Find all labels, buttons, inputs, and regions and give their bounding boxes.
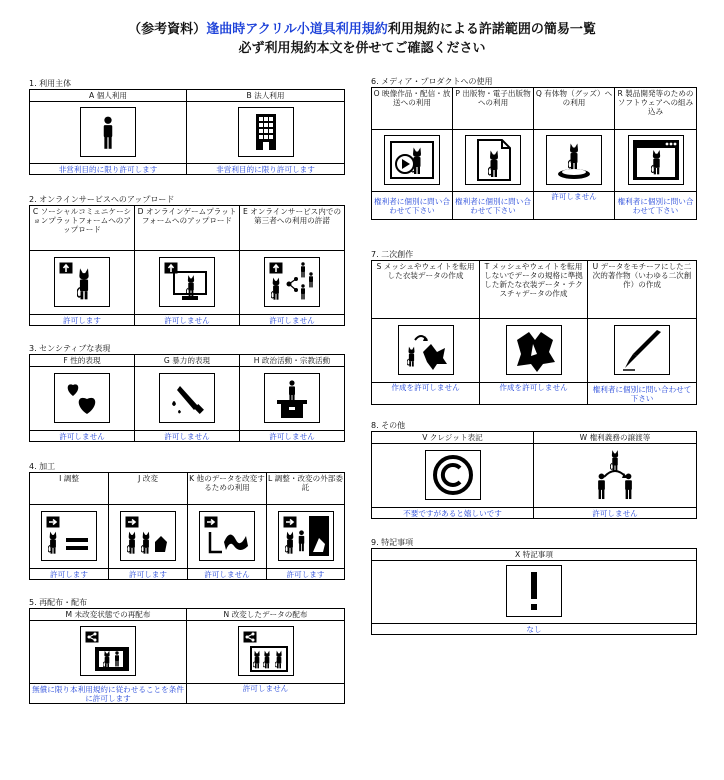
item-label: K 他のデータを改変するための利用 bbox=[188, 473, 267, 505]
item-label: M 未改変状態での再配布 bbox=[30, 609, 187, 621]
item-label: J 改変 bbox=[109, 473, 188, 505]
status-text: 許可しません bbox=[188, 569, 267, 580]
status-text: 許可しません bbox=[30, 431, 135, 442]
item-label: A 個人利用 bbox=[30, 90, 187, 102]
item-label: L 調整・改変の外部委託 bbox=[267, 473, 345, 505]
item-label: O 映像作品・配信・放送への利用 bbox=[372, 88, 453, 130]
building-icon bbox=[238, 107, 294, 157]
title-product-name: 逢曲時アクリル小道具利用規約 bbox=[206, 22, 388, 37]
status-text: 許可します bbox=[267, 569, 345, 580]
section-heading: 2. オンラインサービスへのアップロード bbox=[29, 195, 175, 204]
item-label: C ソーシャルコミュニケーションプラットフォームへのアップロード bbox=[30, 206, 135, 251]
upload-game-icon bbox=[159, 257, 215, 307]
status-text: 許可しません bbox=[534, 508, 697, 519]
mesh-transfer-icon bbox=[398, 325, 454, 375]
distribute-modified-icon bbox=[238, 626, 294, 676]
other-data-icon bbox=[199, 511, 255, 561]
section-online-upload bbox=[29, 194, 345, 326]
section-others bbox=[371, 420, 697, 519]
status-text: 権利者に個別に問い合わせて下さい bbox=[453, 192, 534, 220]
status-text: 許可しません bbox=[240, 431, 345, 442]
item-label: E オンラインサービス内での第三者への利用の許諾 bbox=[240, 206, 345, 251]
item-label: V クレジット表記 bbox=[372, 432, 534, 444]
status-text: 許可します bbox=[30, 315, 135, 326]
section-heading: 9. 特記事項 bbox=[371, 538, 414, 547]
adjust-icon bbox=[41, 511, 97, 561]
exclamation-icon bbox=[506, 565, 562, 617]
status-text: 無償に限り本利用規約に従わせることを条件に許可します bbox=[30, 684, 187, 704]
section-heading: 5. 再配布・配布 bbox=[29, 598, 88, 607]
publication-icon bbox=[465, 135, 521, 185]
status-text: 非営利目的に限り許可します bbox=[30, 164, 187, 175]
status-text: 許可しません bbox=[135, 431, 240, 442]
section-heading: 4. 加工 bbox=[29, 462, 56, 471]
item-label: Q 有体物（グッズ）への利用 bbox=[534, 88, 615, 130]
section-processing bbox=[29, 461, 345, 580]
section-heading: 6. メディア・プロダクトへの使用 bbox=[371, 77, 493, 86]
status-text: 許可しません bbox=[187, 684, 345, 704]
section-heading: 3. センシティブな表現 bbox=[29, 344, 111, 353]
item-label: H 政治活動・宗教活動 bbox=[240, 355, 345, 367]
hearts-icon bbox=[54, 373, 110, 423]
status-text: 権利者に個別に問い合わせて下さい bbox=[615, 192, 697, 220]
section-sensitive-expression bbox=[29, 343, 345, 442]
status-text: 作成を許可しません bbox=[480, 383, 588, 405]
copyright-icon bbox=[425, 450, 481, 500]
item-label: F 性的表現 bbox=[30, 355, 135, 367]
status-text: 作成を許可しません bbox=[372, 383, 480, 405]
upload-cat-icon bbox=[54, 257, 110, 307]
item-label: S メッシュやウェイトを転用した衣装データの作成 bbox=[372, 261, 480, 319]
section-media-product bbox=[371, 76, 697, 220]
section-heading: 1. 利用主体 bbox=[29, 79, 72, 88]
item-label: N 改変したデータの配布 bbox=[187, 609, 345, 621]
item-label: G 暴力的表現 bbox=[135, 355, 240, 367]
person-icon bbox=[80, 107, 136, 157]
status-text: 許可します bbox=[109, 569, 188, 580]
item-label: I 調整 bbox=[30, 473, 109, 505]
item-label: B 法人利用 bbox=[187, 90, 345, 102]
goods-icon bbox=[546, 135, 602, 185]
redistribute-icon bbox=[80, 626, 136, 676]
outsource-icon bbox=[278, 511, 334, 561]
status-text: なし bbox=[372, 624, 697, 635]
item-label: D オンラインゲームプラットフォームへのアップロード bbox=[135, 206, 240, 251]
share-third-party-icon bbox=[264, 257, 320, 307]
status-text: 許可します bbox=[30, 569, 109, 580]
podium-icon bbox=[264, 373, 320, 423]
section-redistribution bbox=[29, 597, 345, 704]
software-icon bbox=[628, 135, 684, 185]
status-text: 不要ですがあると嬉しいです bbox=[372, 508, 534, 519]
item-label: P 出版物・電子出版物への利用 bbox=[453, 88, 534, 130]
video-icon bbox=[384, 135, 440, 185]
status-text: 許可しません bbox=[240, 315, 345, 326]
status-text: 権利者に個別に問い合わせて下さい bbox=[588, 383, 697, 405]
item-label: X 特記事項 bbox=[372, 549, 697, 561]
modify-icon bbox=[120, 511, 176, 561]
transfer-rights-icon bbox=[588, 449, 642, 503]
page-subtitle: 必ず利用規約本文を併せてご確認ください bbox=[238, 41, 486, 56]
title-prefix: （参考資料） bbox=[128, 22, 207, 37]
section-usage-subject bbox=[29, 78, 345, 175]
section-heading: 8. その他 bbox=[371, 421, 406, 430]
item-label: R 製品開発等のためのソフトウェアへの組み込み bbox=[615, 88, 697, 130]
pen-icon bbox=[614, 325, 670, 375]
item-label: W 権利義務の譲渡等 bbox=[534, 432, 697, 444]
status-text: 許可しません bbox=[534, 192, 615, 220]
title-suffix: 利用規約による許諾範囲の簡易一覧 bbox=[387, 22, 596, 37]
item-label: U データをモチーフにした二次的著作物（いわゆる二次創作）の作成 bbox=[588, 261, 697, 319]
section-heading: 7. 二次創作 bbox=[371, 250, 414, 259]
new-costume-icon bbox=[506, 325, 562, 375]
item-label: T メッシュやウェイトを転用しないでデータの規格に準拠した新たな衣装データ・テクスチャデータの作成 bbox=[480, 261, 588, 319]
section-derivative-works bbox=[371, 249, 697, 405]
status-text: 許可しません bbox=[135, 315, 240, 326]
status-text: 権利者に個別に問い合わせて下さい bbox=[372, 192, 453, 220]
knife-icon bbox=[159, 373, 215, 423]
section-special-notes bbox=[371, 537, 697, 635]
status-text: 非営利目的に限り許可します bbox=[187, 164, 345, 175]
